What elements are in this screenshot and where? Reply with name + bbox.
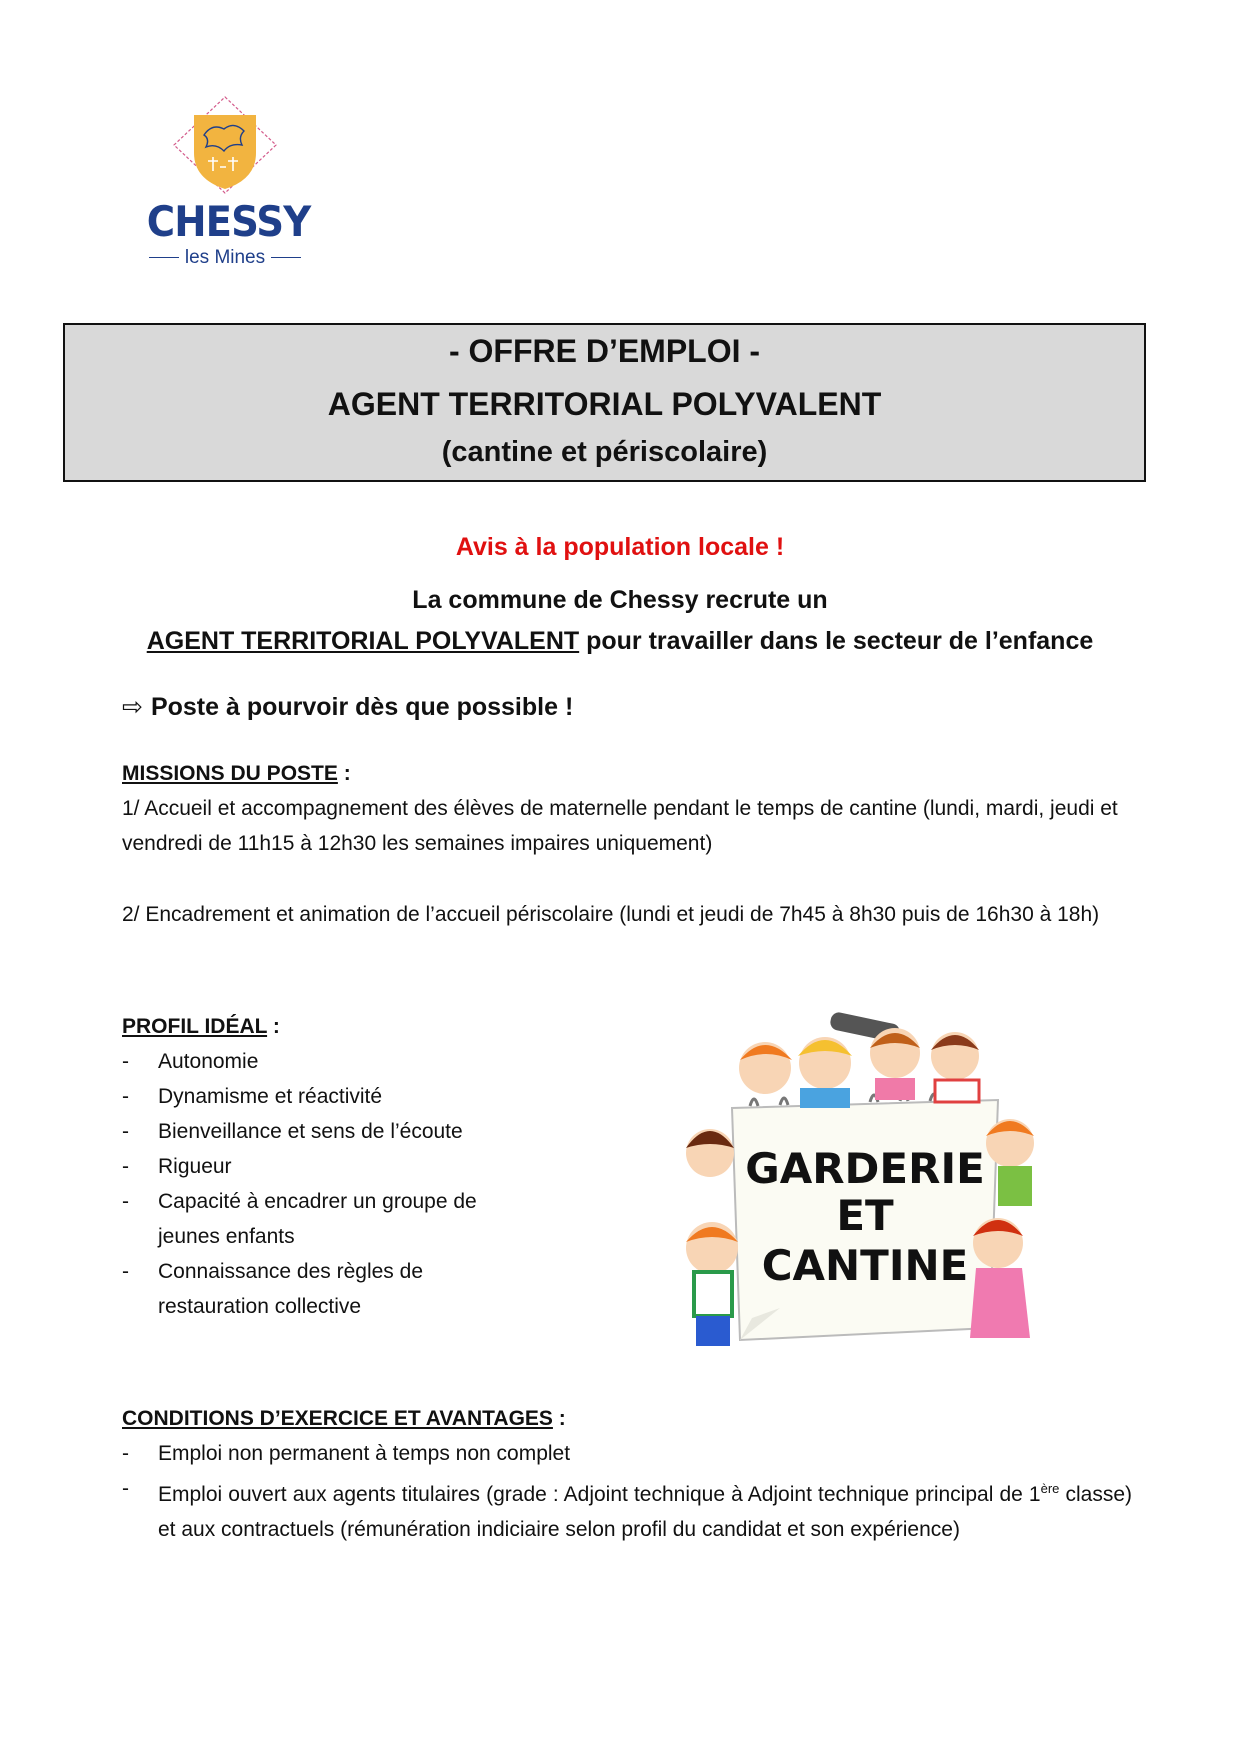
logo-subtitle-text: les Mines: [184, 247, 266, 268]
title-line-1: - OFFRE D’EMPLOI -: [448, 333, 761, 369]
intro-line-2: [0, 627, 1240, 656]
mission-item-2: 2/ Encadrement et animation de l’accueil périscolaire (lundi et jeudi de 7h45 à 8h30 puis de 16h30 à 18h): [122, 903, 1100, 926]
profil-heading: [122, 1015, 280, 1039]
intro-line-1: La commune de Chessy recrute un: [412, 586, 828, 614]
conditions-heading: [122, 1407, 566, 1431]
condition-text-b: classe) et aux contractuels (rémunération indiciaire selon profil du candidat et son expérience): [158, 1483, 1132, 1541]
conditions-heading-text: CONDITIONS D’EXERCICE ET AVANTAGES: [122, 1407, 553, 1430]
list-item: - Dynamisme et réactivité: [122, 1079, 522, 1114]
title-line-2: AGENT TERRITORIAL POLYVALENT: [327, 386, 882, 422]
illustration-line-3: CANTINE: [761, 1241, 969, 1290]
list-item: [122, 1471, 1132, 1547]
poste-text: Poste à pourvoir dès que possible !: [150, 693, 574, 721]
title-box: [63, 323, 1146, 482]
list-item: - Bienveillance et sens de l’écoute: [122, 1114, 522, 1149]
condition-text-a: Emploi ouvert aux agents titulaires (grade : Adjoint technique à Adjoint technique principal de 1: [158, 1483, 1041, 1506]
logo-name: CHESSY: [146, 197, 311, 246]
logo-subtitle: [140, 247, 310, 269]
illustration-line-2: ET: [836, 1191, 894, 1240]
intro-role: AGENT TERRITORIAL POLYVALENT: [146, 627, 580, 655]
list-item: - Rigueur: [122, 1149, 522, 1184]
list-item: - Emploi non permanent à temps non complet: [122, 1436, 1132, 1471]
mission-item-1: 1/ Accueil et accompagnement des élèves de maternelle pendant le temps de cantine (lundi, mardi, jeudi et vendredi de 11h15 à 12h30 les semaines impaires uniquement): [122, 797, 1118, 855]
list-item: - Autonomie: [122, 1044, 522, 1079]
chessy-logo: [140, 95, 310, 275]
garderie-cantine-illustration: [680, 1008, 1080, 1383]
conditions-list: [122, 1436, 1132, 1547]
title-line-3: (cantine et périscolaire): [441, 436, 768, 468]
missions-heading-suffix: :: [337, 762, 351, 785]
notice-heading: Avis à la population locale !: [455, 533, 785, 561]
missions-heading-text: MISSIONS DU POSTE: [122, 762, 338, 785]
poste-line: [122, 692, 573, 722]
conditions-heading-suffix: :: [552, 1407, 566, 1430]
profil-heading-text: PROFIL IDÉAL: [122, 1015, 268, 1038]
list-item: - Capacité à encadrer un groupe de jeunes enfants: [122, 1184, 522, 1254]
list-item: - Connaissance des règles de restauration collective: [122, 1254, 522, 1324]
condition-superscript: ère: [1040, 1481, 1060, 1496]
profil-list: [122, 1044, 522, 1324]
arrow-right-icon: ⇨: [122, 693, 143, 721]
coat-of-arms-icon: [172, 95, 278, 195]
intro-rest: pour travailler dans le secteur de l’enfance: [579, 627, 1094, 655]
illustration-line-1: GARDERIE: [745, 1144, 985, 1193]
profil-heading-suffix: :: [267, 1015, 280, 1038]
missions-heading: [122, 762, 351, 786]
